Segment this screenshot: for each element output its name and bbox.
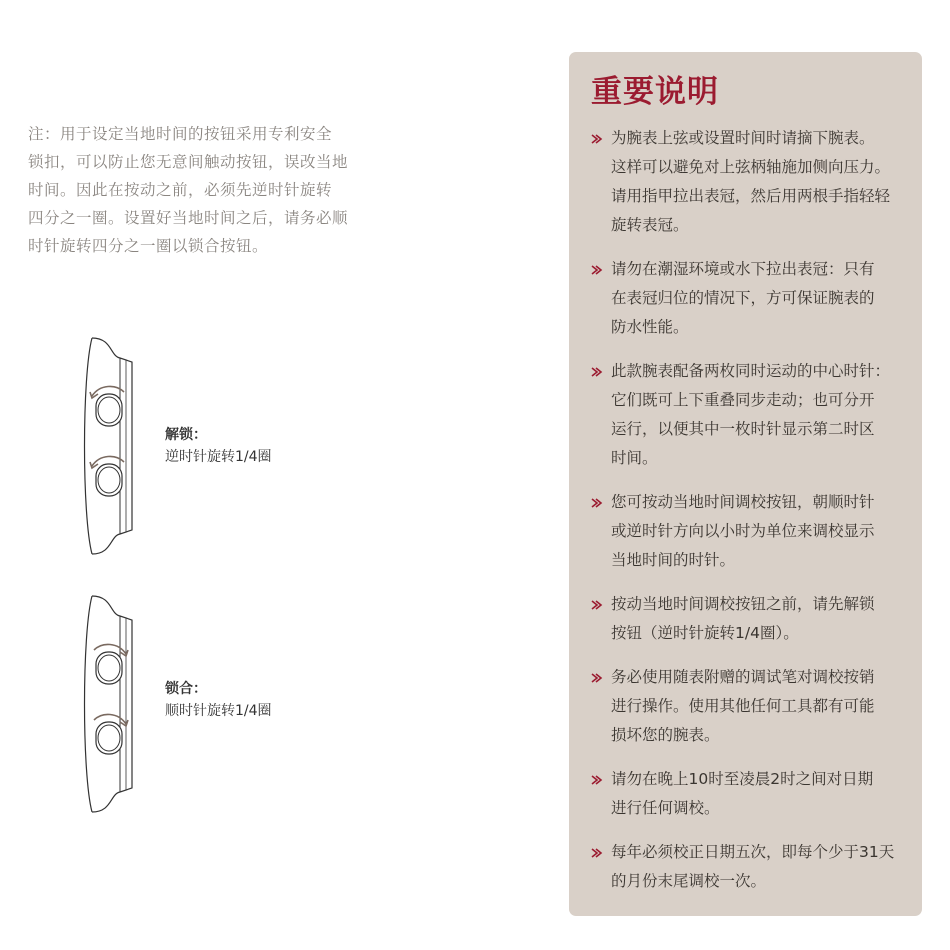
list-item: [591, 765, 904, 823]
bullet-arrow-icon: [591, 847, 603, 859]
note-line: 时间。因此在按动之前，必须先逆时针旋转: [28, 181, 333, 199]
list-item-line: 进行任何调校。: [611, 799, 720, 817]
list-item-line: 或逆时针方向以小时为单位来调校显示: [611, 522, 875, 540]
bullet-arrow-icon: [591, 497, 603, 509]
list-item: [591, 838, 904, 896]
notes-list: [591, 124, 904, 896]
watch-case-side-icon: [82, 336, 142, 556]
list-item: [591, 663, 904, 750]
list-item-line: 在表冠归位的情况下，方可保证腕表的: [611, 289, 875, 307]
list-item-line: 务必使用随表附赠的调试笔对调校按销: [611, 668, 875, 686]
unlock-title: 解锁：: [165, 427, 207, 443]
bullet-arrow-icon: [591, 774, 603, 786]
note-line: 注：用于设定当地时间的按钮采用专利安全: [28, 125, 333, 143]
list-item: [591, 488, 904, 575]
list-item: [591, 357, 904, 473]
list-item-line: 防水性能。: [611, 318, 689, 336]
list-item-line: 它们既可上下重叠同步走动；也可分开: [611, 391, 875, 409]
bullet-arrow-icon: [591, 264, 603, 276]
note-line: 四分之一圈。设置好当地时间之后，请务必顺: [28, 209, 349, 227]
note-line: 时针旋转四分之一圈以锁合按钮。: [28, 237, 269, 255]
list-item-line: 旋转表冠。: [611, 216, 689, 234]
list-item-line: 此款腕表配备两枚同时运动的中心时针：: [611, 362, 891, 380]
list-item: [591, 255, 904, 342]
bullet-arrow-icon: [591, 133, 603, 145]
important-notes-panel: [569, 52, 922, 916]
list-item-line: 进行操作。使用其他任何工具都有可能: [611, 697, 875, 715]
panel-title: 重要说明: [591, 74, 719, 110]
list-item-line: 请用指甲拉出表冠，然后用两根手指轻轻: [611, 187, 891, 205]
list-item-line: 请勿在潮湿环境或水下拉出表冠：只有: [611, 260, 875, 278]
list-item-line: 为腕表上弦或设置时间时请摘下腕表。: [611, 129, 875, 147]
note-line: 锁扣，可以防止您无意间触动按钮，误改当地: [28, 153, 349, 171]
list-item-line: 请勿在晚上10时至凌晨2时之间对日期: [611, 770, 874, 788]
list-item-line: 时间。: [611, 449, 658, 467]
lock-title: 锁合：: [165, 681, 207, 697]
lock-note: [28, 120, 388, 260]
list-item-line: 的月份末尾调校一次。: [611, 872, 767, 890]
unlock-text: 逆时针旋转1/4圈: [165, 449, 272, 465]
list-item: [591, 124, 904, 240]
list-item-line: 按动当地时间调校按钮之前，请先解锁: [611, 595, 875, 613]
unlock-diagram: [82, 336, 142, 556]
list-item: [591, 590, 904, 648]
list-item-line: 您可按动当地时间调校按钮，朝顺时针: [611, 493, 875, 511]
list-item-line: 这样可以避免对上弦柄轴施加侧向压力。: [611, 158, 891, 176]
list-item-line: 损坏您的腕表。: [611, 726, 720, 744]
lock-caption: [165, 678, 272, 722]
lock-text: 顺时针旋转1/4圈: [165, 703, 272, 719]
bullet-arrow-icon: [591, 599, 603, 611]
unlock-caption: [165, 424, 272, 468]
list-item-line: 按钮（逆时针旋转1/4圈）。: [611, 624, 799, 642]
list-item-line: 当地时间的时针。: [611, 551, 736, 569]
lock-diagram: [82, 594, 142, 814]
list-item-line: 每年必须校正日期五次，即每个少于31天: [611, 843, 895, 861]
list-item-line: 运行，以便其中一枚时针显示第二时区: [611, 420, 875, 438]
bullet-arrow-icon: [591, 672, 603, 684]
watch-case-side-icon: [82, 594, 142, 814]
bullet-arrow-icon: [591, 366, 603, 378]
